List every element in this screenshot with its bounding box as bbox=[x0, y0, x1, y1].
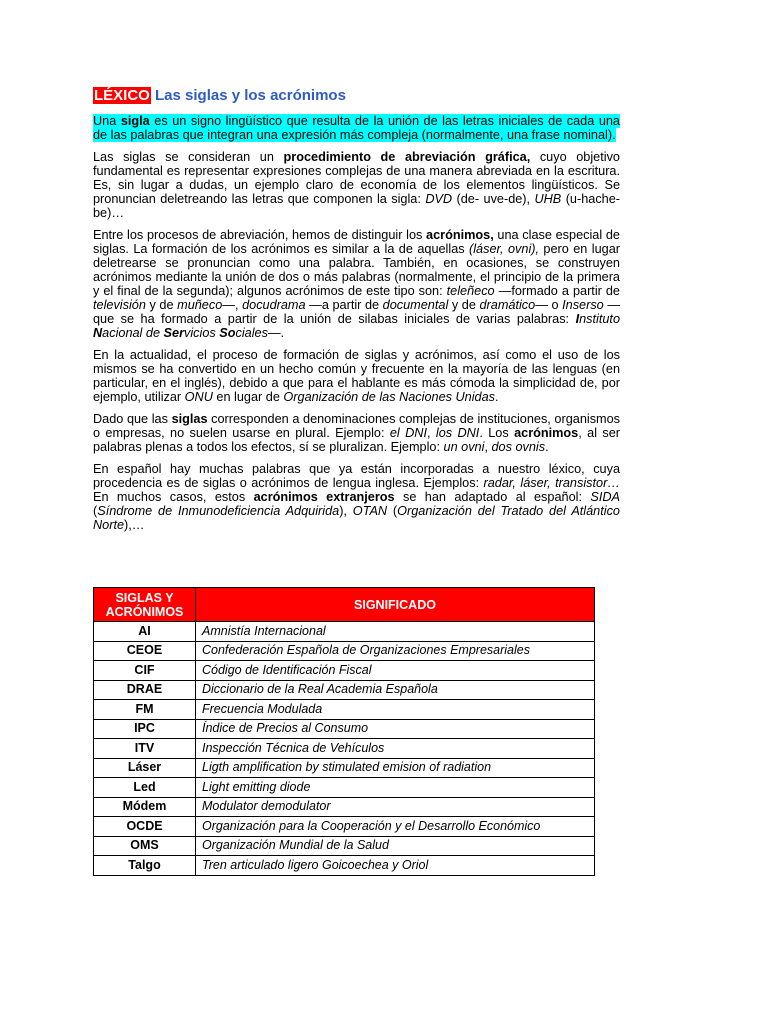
significado-cell: Índice de Precios al Consumo bbox=[196, 719, 595, 739]
table-row bbox=[94, 622, 595, 642]
significado-cell: Inspección Técnica de Vehículos bbox=[196, 739, 595, 759]
significado-cell: Confederación Española de Organizaciones Empresariales bbox=[196, 641, 595, 661]
sigla-cell: Láser bbox=[94, 758, 196, 778]
heading-tag: LÉXICO bbox=[94, 87, 150, 104]
sigla-cell: IPC bbox=[94, 719, 196, 739]
significado-cell: Organización para la Cooperación y el Desarrollo Económico bbox=[196, 817, 595, 837]
table-row bbox=[94, 817, 595, 837]
highlighted-definition: Una sigla es un signo lingüístico que resulta de la unión de las letras iniciales de cada una de las palabras que integran una expresión más compleja (normalmente, una frase nominal). bbox=[93, 114, 620, 142]
table-row bbox=[94, 739, 595, 759]
header-siglas: SIGLAS Y ACRÓNIMOS bbox=[94, 588, 196, 622]
paragraph-siglas: Las siglas se consideran un procedimiento de abreviación gráfica, cuyo objetivo fundamental es representar expresiones complejas de una manera abreviada en la escritura. Es, sin lugar a dudas, un ejemplo claro de economía de los elementos lingüísticos. Se pronuncian deletreando las letras que componen la sigla: DVD (de- uve-de), UHB (u-hache-be)… bbox=[93, 150, 621, 220]
sigla-cell: CIF bbox=[94, 661, 196, 681]
table-row bbox=[94, 797, 595, 817]
paragraph-extranjeros: En español hay muchas palabras que ya están incorporadas a nuestro léxico, cuya procedencia es de siglas o acrónimos de lengua inglesa. Ejemplos: radar, láser, transistor… En muchos casos, estos acrónimos extranjeros se han adaptado al español: SIDA (Síndrome de Inmunodeficiencia Adquirida), OTAN (Organización del Tratado del Atlántico Norte),… bbox=[93, 462, 621, 532]
significado-cell: Tren articulado ligero Goicoechea y Oriol bbox=[196, 856, 595, 876]
section-heading bbox=[93, 86, 346, 106]
significado-cell: Ligth amplification by stimulated emision of radiation bbox=[196, 758, 595, 778]
table-row bbox=[94, 719, 595, 739]
sigla-cell: Led bbox=[94, 778, 196, 798]
significado-cell: Organización Mundial de la Salud bbox=[196, 836, 595, 856]
paragraph-actualidad: En la actualidad, el proceso de formación de siglas y acrónimos, así como el uso de los mismos se ha convertido en un hecho común y frecuente en la mayoría de las lenguas (en particular, en el inglés), debido a que para el hablante es más cómoda la simplicidad de, por ejemplo, utilizar ONU en lugar de Organización de las Naciones Unidas. bbox=[93, 348, 620, 404]
sigla-cell: ITV bbox=[94, 739, 196, 759]
significado-cell: Código de Identificación Fiscal bbox=[196, 661, 595, 681]
significado-cell: Amnistía Internacional bbox=[196, 622, 595, 642]
sigla-cell: FM bbox=[94, 700, 196, 720]
body-text bbox=[93, 114, 620, 540]
significado-cell: Modulator demodulator bbox=[196, 797, 595, 817]
significado-cell: Frecuencia Modulada bbox=[196, 700, 595, 720]
sigla-cell: OCDE bbox=[94, 817, 196, 837]
sigla-cell: OMS bbox=[94, 836, 196, 856]
table-row bbox=[94, 856, 595, 876]
siglas-table bbox=[93, 587, 595, 876]
paragraph-definition bbox=[93, 114, 620, 142]
sigla-cell: DRAE bbox=[94, 680, 196, 700]
sigla-cell: CEOE bbox=[94, 641, 196, 661]
sigla-cell: AI bbox=[94, 622, 196, 642]
table-row bbox=[94, 836, 595, 856]
table-row bbox=[94, 661, 595, 681]
header-significado: SIGNIFICADO bbox=[196, 588, 595, 622]
significado-cell: Diccionario de la Real Academia Española bbox=[196, 680, 595, 700]
paragraph-plural: Dado que las siglas corresponden a denominaciones complejas de instituciones, organismos o empresas, no suelen usarse en plural. Ejemplo: el DNI, los DNI. Los acrónimos, al ser palabras plenas a todos los efectos, sí se pluralizan. Ejemplo: un ovni, dos ovnis. bbox=[93, 412, 621, 454]
table-row bbox=[94, 700, 595, 720]
table-header-row bbox=[94, 588, 595, 622]
table-row bbox=[94, 758, 595, 778]
table-row bbox=[94, 778, 595, 798]
table-row bbox=[94, 680, 595, 700]
sigla-cell: Módem bbox=[94, 797, 196, 817]
significado-cell: Light emitting diode bbox=[196, 778, 595, 798]
paragraph-acronimos: Entre los procesos de abreviación, hemos de distinguir los acrónimos, una clase especial de siglas. La formación de los acrónimos es similar a la de aquellas (láser, ovni), pero en lugar deletrearse se pronuncian como una palabra. También, en ocasiones, se construyen acrónimos mediante la unión de dos o más palabras (normalmente, el principio de la primera y el final de la segunda); algunos acrónimos de este tipo son: teleñeco —formado a partir de televisión y de muñeco—, docudrama —a partir de documental y de dramático— o Inserso —que se ha formado a partir de la unión de silabas iniciales de varias palabras: Instituto Nacional de Servicios Sociales—. bbox=[93, 228, 621, 340]
sigla-cell: Talgo bbox=[94, 856, 196, 876]
table-row bbox=[94, 641, 595, 661]
heading-title: Las siglas y los acrónimos bbox=[155, 87, 346, 104]
